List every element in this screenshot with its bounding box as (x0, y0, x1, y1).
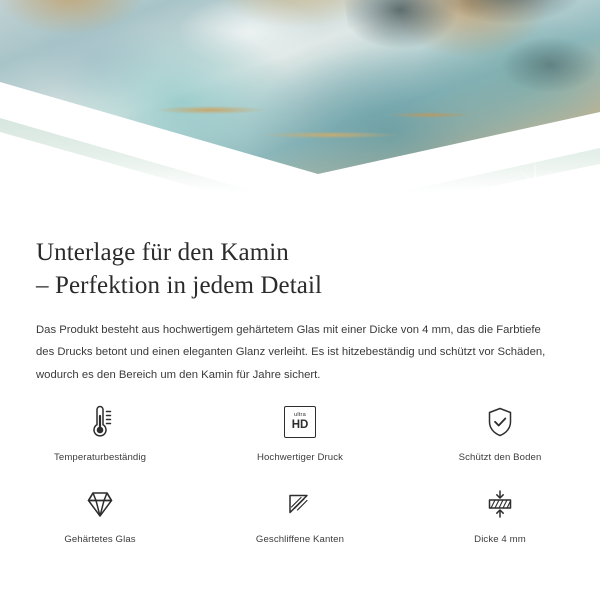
feature-item-polished-edges (200, 482, 400, 564)
feature-item-temperature-resistant (0, 400, 200, 482)
feature-grid (0, 400, 600, 564)
diamond-icon (80, 482, 120, 526)
feature-label: Temperaturbeständig (53, 452, 147, 463)
hero-image (0, 0, 600, 222)
feature-label: Schützt den Boden (458, 452, 542, 463)
page-title-line-2: – Perfektion in jedem Detail (36, 272, 323, 300)
polished-edges-icon (280, 482, 320, 526)
body-paragraph: Das Produkt besteht aus hochwertigem gehärtetem Glas mit einer Dicke von 4 mm, das die Farbtiefe des Drucks betont und einen eleganten Glanz verleiht. Es ist hitzebeständig und schützt vor Schäden, wodurch es den Bereich um den Kamin für Jahre sichert. (36, 323, 546, 381)
feature-item-thickness (400, 482, 600, 564)
feature-item-tempered-glass (0, 482, 200, 564)
glass-edge (0, 110, 600, 222)
feature-label: Dicke 4 mm (474, 534, 526, 545)
page-title (0, 222, 600, 303)
content-section (0, 222, 600, 545)
shield-check-icon (480, 400, 520, 444)
page-title-line-1: Unterlage für den Kamin (36, 239, 289, 266)
feature-label: Hochwertiger Druck (256, 452, 344, 463)
feature-label: Geschliffene Kanten (255, 534, 345, 545)
thickness-icon (480, 482, 520, 526)
glass-edge-face (0, 110, 600, 220)
ultra-hd-icon (284, 400, 316, 444)
feature-item-print-quality (200, 400, 400, 482)
feature-item-floor-protection (400, 400, 600, 482)
ultra-hd-badge-bottom: HD (291, 418, 309, 431)
feature-label: Gehärtetes Glas (64, 534, 136, 545)
thermometer-icon (80, 400, 120, 444)
ultra-hd-badge-top: ultra (294, 411, 306, 418)
